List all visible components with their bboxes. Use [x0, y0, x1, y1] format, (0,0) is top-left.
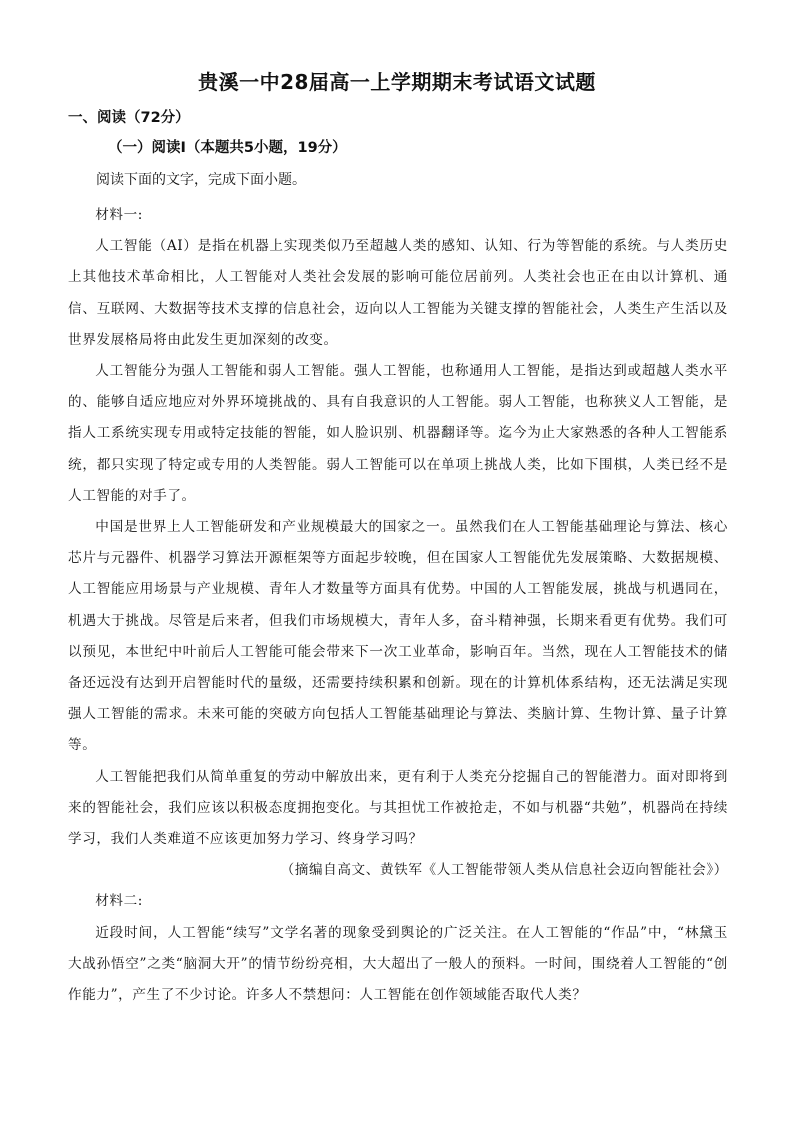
paragraph: 人工智能（AI）是指在机器上实现类似乃至超越人类的感知、认知、行为等智能的系统。与人类历史上其他技术革命相比，人工智能对人类社会发展的影响可能位居前列。人类社会也正在由以计算机、通信、互联网、大数据等技术支撑的信息社会，迈向以人工智能为关键支撑的智能社会，人类生产生活以及世界发展格局将由此发生更加深刻的改变。 — [68, 238, 728, 348]
page-title: 贵溪一中28届高一上学期期末考试语文试题 — [198, 70, 596, 94]
sub-heading: （一）阅读Ⅰ（本题共5小题，19分） — [108, 140, 347, 156]
reading-instruction: 阅读下面的文字，完成下面小题。 — [96, 172, 306, 188]
paragraph: 近段时间，人工智能“续写”文学名著的现象受到舆论的广泛关注。在人工智能的“作品”中，“林黛玉大战孙悟空”之类“脑洞大开”的情节纷纷亮相，大大超出了一般人的预料。一时间，围绕着人工智能的“创作能力”，产生了不少讨论。许多人不禁想问：人工智能在创作领域能否取代人类？ — [68, 924, 728, 1004]
section-heading: 一、阅读（72分） — [68, 110, 190, 126]
paragraph: 人工智能分为强人工智能和弱人工智能。强人工智能，也称通用人工智能，是指达到或超越人类水平的、能够自适应地应对外界环境挑战的、具有自我意识的人工智能。弱人工智能，也称狭义人工智能，是指人工系统实现专用或特定技能的智能，如人脸识别、机器翻译等。迄今为止大家熟悉的各种人工智能系统，都只实现了特定或专用的人类智能。弱人工智能可以在单项上挑战人类，比如下围棋，人类已经不是人工智能的对手了。 — [68, 363, 728, 504]
paragraph: 人工智能把我们从简单重复的劳动中解放出来，更有利于人类充分挖掘自己的智能潜力。面对即将到来的智能社会，我们应该以积极态度拥抱变化。与其担忧工作被抢走，不如与机器“共勉”，机器尚在持续学习，我们人类难道不应该更加努力学习、终身学习吗？ — [68, 768, 728, 848]
paragraph: 中国是世界上人工智能研发和产业规模最大的国家之一。虽然我们在人工智能基础理论与算法、核心芯片与元器件、机器学习算法开源框架等方面起步较晚，但在国家人工智能优先发展策略、大数据规模、人工智能应用场景与产业规模、青年人才数量等方面具有优势。中国的人工智能发展，挑战与机遇同在，机遇大于挑战。尽管是后来者，但我们市场规模大，青年人多，奋斗精神强，长期来看更有优势。我们可以预见，本世纪中叶前后人工智能可能会带来下一次工业革命，影响百年。当然，现在人工智能技术的储备还远没有达到开启智能时代的量级，还需要持续积累和创新。现在的计算机体系结构，还无法满足实现强人工智能的需求。未来可能的突破方向包括人工智能基础理论与算法、类脑计算、生物计算、量子计算等。 — [68, 519, 728, 754]
material-two-label: 材料二: — [95, 893, 143, 910]
material-one-label: 材料一: — [95, 207, 143, 223]
reading-passage — [68, 200, 728, 1011]
source-citation: （摘编自高文、黄铁军《人工智能带领人类从信息社会迈向智能社会》） — [280, 862, 728, 879]
